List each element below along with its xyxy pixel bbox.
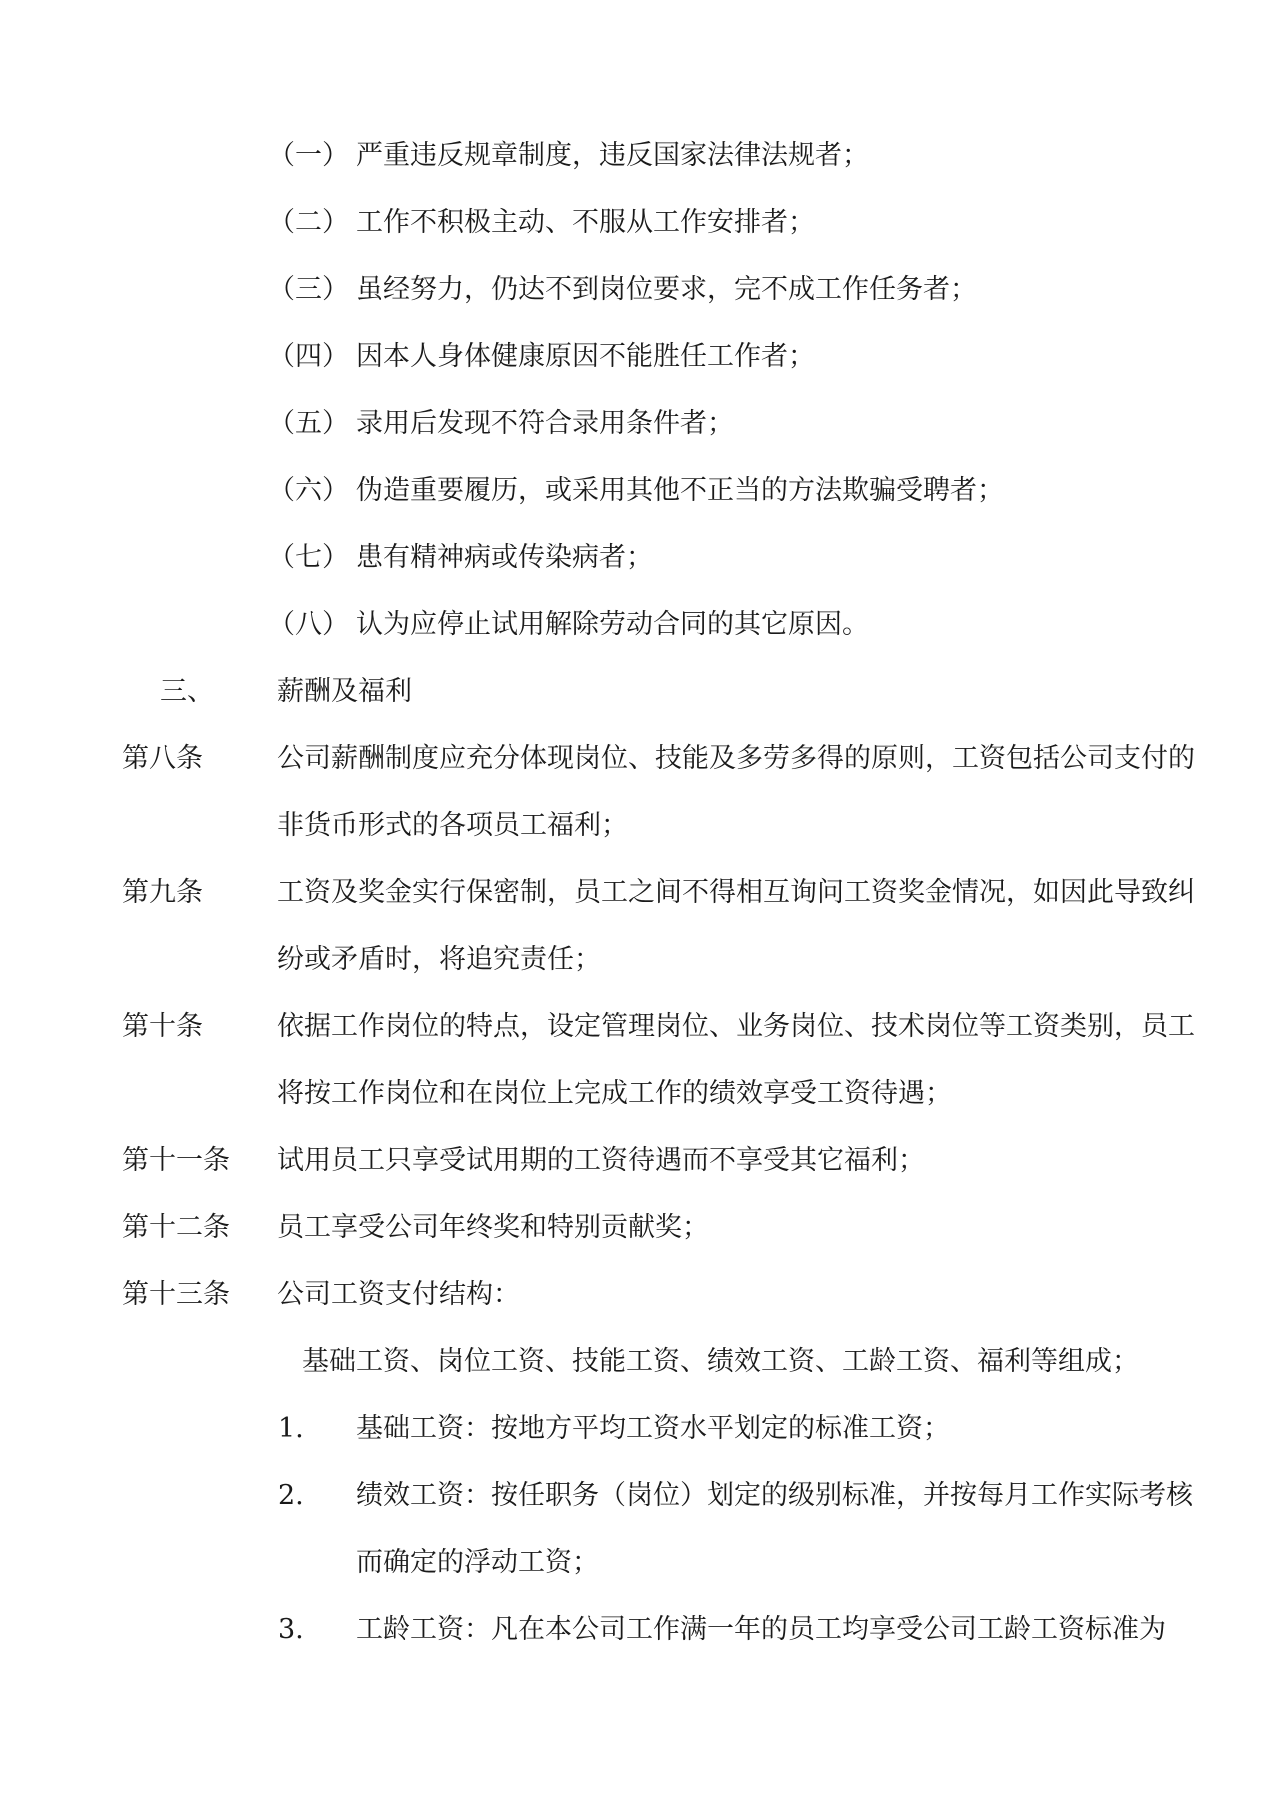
- section-title: 薪酬及福利: [277, 676, 412, 707]
- list-item-text: 虽经努力，仍达不到岗位要求，完不成工作任务者；: [356, 274, 977, 305]
- article-text-line: 依据工作岗位的特点，设定管理岗位、业务岗位、技术岗位等工资类别，员工: [277, 1011, 1195, 1042]
- list-item-text: 伪造重要履历，或采用其他不正当的方法欺骗受聘者；: [356, 475, 1004, 506]
- list-item-text: 严重违反规章制度，违反国家法律法规者；: [356, 140, 869, 171]
- article-text-line: 将按工作岗位和在岗位上完成工作的绩效享受工资待遇；: [277, 1078, 952, 1109]
- list-item-text: 工作不积极主动、不服从工作安排者；: [356, 207, 815, 238]
- list-marker: （六）: [268, 475, 349, 506]
- list-marker: （三）: [268, 274, 349, 305]
- list-item-text: 认为应停止试用解除劳动合同的其它原因。: [356, 609, 869, 640]
- list-marker: （七）: [268, 542, 349, 573]
- salary-item-text: 工龄工资：凡在本公司工作满一年的员工均享受公司工龄工资标准为: [356, 1614, 1166, 1645]
- salary-item-text: 而确定的浮动工资；: [356, 1547, 599, 1578]
- salary-item-text: 基础工资：按地方平均工资水平划定的标准工资；: [356, 1413, 950, 1444]
- salary-item-number: 1.: [278, 1413, 304, 1444]
- list-item-text: 患有精神病或传染病者；: [356, 542, 653, 573]
- list-marker: （二）: [268, 207, 349, 238]
- article-label: 第十条: [122, 1011, 203, 1042]
- article-text-line: 纷或矛盾时，将追究责任；: [277, 944, 601, 975]
- article-text-line: 非货币形式的各项员工福利；: [277, 810, 628, 841]
- article-text-line: 公司薪酬制度应充分体现岗位、技能及多劳多得的原则，工资包括公司支付的: [277, 743, 1195, 774]
- section-number: 三、: [160, 676, 214, 707]
- article-label: 第八条: [122, 743, 203, 774]
- list-item-text: 录用后发现不符合录用条件者；: [356, 408, 734, 439]
- salary-item-text: 绩效工资：按任职务（岗位）划定的级别标准，并按每月工作实际考核: [356, 1480, 1193, 1511]
- article-text-line: 员工享受公司年终奖和特别贡献奖；: [277, 1212, 709, 1243]
- list-marker: （四）: [268, 341, 349, 372]
- list-marker: （八）: [268, 609, 349, 640]
- article-label: 第十一条: [122, 1145, 230, 1176]
- salary-item-number: 3.: [278, 1614, 304, 1645]
- salary-item-number: 2.: [278, 1480, 304, 1511]
- article-text-line: 工资及奖金实行保密制，员工之间不得相互询问工资奖金情况，如因此导致纠: [277, 877, 1195, 908]
- article-label: 第十三条: [122, 1279, 230, 1310]
- list-item-text: 因本人身体健康原因不能胜任工作者；: [356, 341, 815, 372]
- salary-intro: 基础工资、岗位工资、技能工资、绩效工资、工龄工资、福利等组成；: [302, 1346, 1139, 1377]
- article-label: 第九条: [122, 877, 203, 908]
- list-marker: （五）: [268, 408, 349, 439]
- article-text-line: 试用员工只享受试用期的工资待遇而不享受其它福利；: [277, 1145, 925, 1176]
- article-label: 第十二条: [122, 1212, 230, 1243]
- article-text-line: 公司工资支付结构：: [277, 1279, 520, 1310]
- list-marker: （一）: [268, 140, 349, 171]
